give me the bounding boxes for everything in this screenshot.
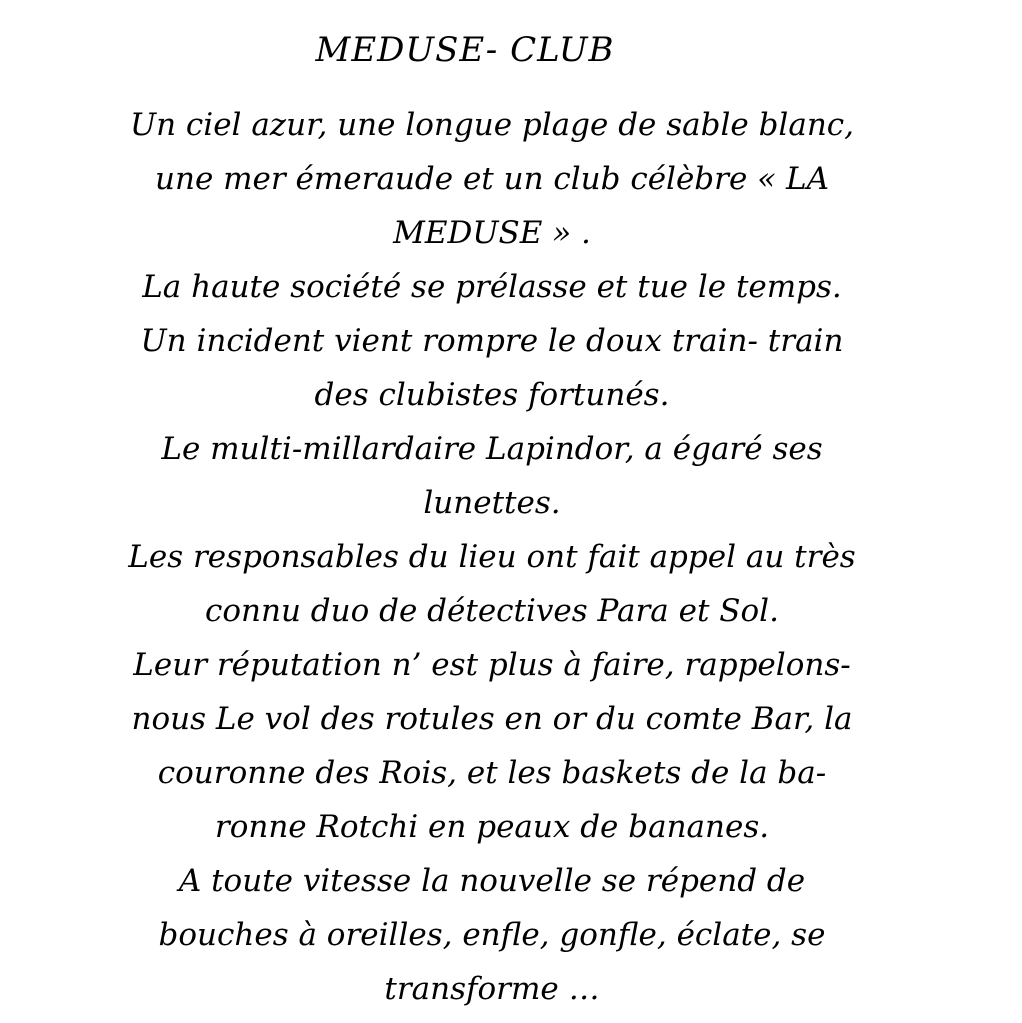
- text-line: couronne des Rois, et les baskets de la ba-: [157, 755, 827, 791]
- text-line: ronne Rotchi en peaux de bananes.: [214, 809, 770, 845]
- text-line: A toute vitesse la nouvelle se répend de: [178, 863, 806, 899]
- text-line: Un incident vient rompre le doux train- train: [140, 323, 844, 359]
- text-line: Le multi-millardaire Lapindor, a égaré ses: [161, 431, 823, 467]
- story-text: [20, 98, 964, 1016]
- text-line: transforme …: [384, 971, 600, 1007]
- text-line: Un ciel azur, une longue plage de sable blanc,: [129, 107, 855, 143]
- text-line: lunettes.: [423, 485, 561, 521]
- text-line: connu duo de détectives Para et Sol.: [205, 593, 779, 629]
- text-line: La haute société se prélasse et tue le temps.: [142, 269, 842, 305]
- document-title: MEDUSE- CLUB: [315, 30, 615, 70]
- text-line: Leur réputation n’ est plus à faire, rappelons-: [133, 647, 851, 683]
- text-line: une mer émeraude et un club célèbre « LA: [155, 161, 829, 197]
- text-line: Les responsables du lieu ont fait appel au très: [128, 539, 856, 575]
- text-line: des clubistes fortunés.: [314, 377, 670, 413]
- text-line: nous Le vol des rotules en or du comte Bar, la: [131, 701, 853, 737]
- text-line: bouches à oreilles, enfle, gonfle, éclate, se: [158, 917, 826, 953]
- text-line: MEDUSE » .: [393, 215, 591, 251]
